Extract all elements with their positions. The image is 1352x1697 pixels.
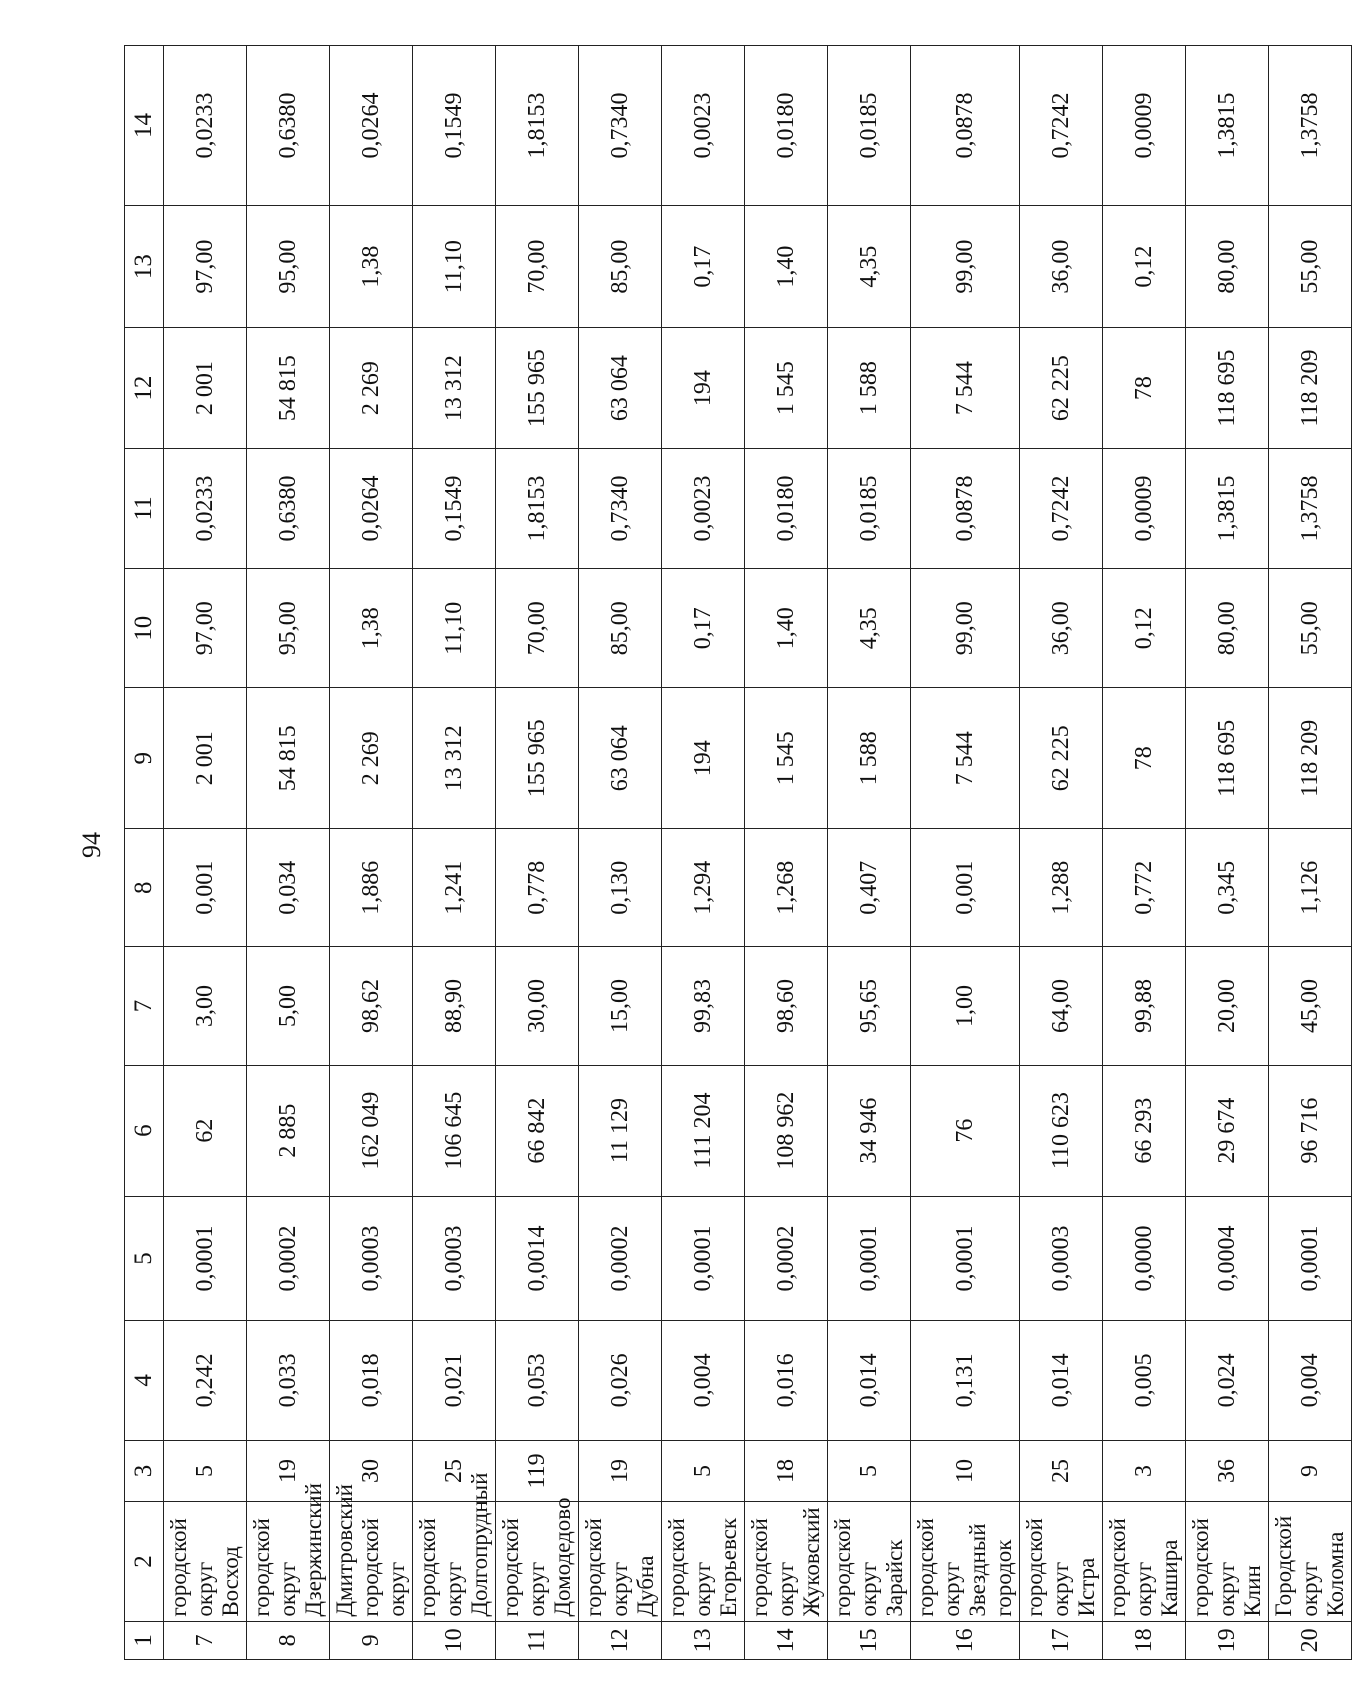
table-cell: 99,00 bbox=[911, 205, 1020, 328]
table-cell: 85,00 bbox=[579, 205, 662, 328]
table-cell: 70,00 bbox=[496, 205, 579, 328]
table-cell: 0,033 bbox=[247, 1321, 330, 1440]
district-name-cell: городской округ Клин bbox=[1186, 1502, 1269, 1621]
table-cell: 1 545 bbox=[745, 688, 828, 829]
table-cell: 80,00 bbox=[1186, 569, 1269, 688]
row-number-cell: 10 bbox=[413, 1621, 496, 1659]
table-cell: 15,00 bbox=[579, 947, 662, 1065]
district-name-cell: городской округ Домодедово bbox=[496, 1502, 579, 1621]
table-row bbox=[1103, 46, 1186, 1660]
table-cell: 2 269 bbox=[330, 328, 413, 448]
table-cell: 0,0180 bbox=[745, 448, 828, 568]
table-cell: 0,7340 bbox=[579, 448, 662, 568]
table-cell: 0,004 bbox=[662, 1321, 745, 1440]
district-name-cell: городской округ Дубна bbox=[579, 1502, 662, 1621]
header-row bbox=[125, 46, 164, 1660]
table-cell: 10 bbox=[911, 1440, 1020, 1502]
table-row bbox=[413, 46, 496, 1660]
table-cell: 0,018 bbox=[330, 1321, 413, 1440]
column-header-6: 6 bbox=[125, 1065, 164, 1196]
table-cell: 36,00 bbox=[1020, 205, 1103, 328]
page-number: 94 bbox=[77, 832, 106, 858]
table-cell: 0,014 bbox=[828, 1321, 911, 1440]
table-cell: 99,83 bbox=[662, 947, 745, 1065]
table-cell: 5 bbox=[828, 1440, 911, 1502]
row-number-cell: 7 bbox=[164, 1621, 247, 1659]
table-cell: 1,3815 bbox=[1186, 46, 1269, 206]
district-name-cell: городской округ Зарайск bbox=[828, 1502, 911, 1621]
table-cell: 64,00 bbox=[1020, 947, 1103, 1065]
district-name-cell: городской округ Восход bbox=[164, 1502, 247, 1621]
table-cell: 11,10 bbox=[413, 205, 496, 328]
table-cell: 0,0878 bbox=[911, 46, 1020, 206]
table-cell: 0,0180 bbox=[745, 46, 828, 206]
row-number-cell: 17 bbox=[1020, 1621, 1103, 1659]
table-cell: 36,00 bbox=[1020, 569, 1103, 688]
table-cell: 95,00 bbox=[247, 569, 330, 688]
table-cell: 0,001 bbox=[164, 829, 247, 947]
row-number-cell: 20 bbox=[1269, 1621, 1352, 1659]
table-cell: 76 bbox=[911, 1065, 1020, 1196]
table-cell: 95,00 bbox=[247, 205, 330, 328]
column-header-12: 12 bbox=[125, 328, 164, 448]
table-cell: 0,0001 bbox=[828, 1196, 911, 1321]
row-number-cell: 18 bbox=[1103, 1621, 1186, 1659]
table-cell: 0,0004 bbox=[1186, 1196, 1269, 1321]
row-number-cell: 8 bbox=[247, 1621, 330, 1659]
table-cell: 1 545 bbox=[745, 328, 828, 448]
table-cell: 0,0002 bbox=[579, 1196, 662, 1321]
table-cell: 9 bbox=[1269, 1440, 1352, 1502]
table-cell: 63 064 bbox=[579, 328, 662, 448]
table-cell: 0,0009 bbox=[1103, 46, 1186, 206]
table-cell: 1,38 bbox=[330, 569, 413, 688]
table-cell: 70,00 bbox=[496, 569, 579, 688]
table-cell: 2 001 bbox=[164, 328, 247, 448]
table-cell: 0,0264 bbox=[330, 46, 413, 206]
table-cell: 0,17 bbox=[662, 205, 745, 328]
table-cell: 25 bbox=[1020, 1440, 1103, 1502]
table-cell: 1,38 bbox=[330, 205, 413, 328]
table-cell: 1,40 bbox=[745, 569, 828, 688]
table-cell: 0,0185 bbox=[828, 448, 911, 568]
table-cell: 0,7242 bbox=[1020, 46, 1103, 206]
table-cell: 0,0002 bbox=[745, 1196, 828, 1321]
column-header-9: 9 bbox=[125, 688, 164, 829]
table-cell: 0,242 bbox=[164, 1321, 247, 1440]
table-cell: 62 bbox=[164, 1065, 247, 1196]
table-cell: 1,3758 bbox=[1269, 46, 1352, 206]
table-cell: 13 312 bbox=[413, 688, 496, 829]
table-cell: 0,6380 bbox=[247, 46, 330, 206]
table-cell: 0,7242 bbox=[1020, 448, 1103, 568]
table-cell: 1,3815 bbox=[1186, 448, 1269, 568]
table-row bbox=[745, 46, 828, 1660]
table-cell: 108 962 bbox=[745, 1065, 828, 1196]
table-cell: 0,0878 bbox=[911, 448, 1020, 568]
table-cell: 4,35 bbox=[828, 569, 911, 688]
column-header-8: 8 bbox=[125, 829, 164, 947]
table-cell: 119 bbox=[496, 1440, 579, 1502]
district-name-cell: Дмитровский городской округ bbox=[330, 1502, 413, 1621]
table-cell: 1,126 bbox=[1269, 829, 1352, 947]
table-cell: 0,0233 bbox=[164, 46, 247, 206]
table-cell: 34 946 bbox=[828, 1065, 911, 1196]
row-number-cell: 16 bbox=[911, 1621, 1020, 1659]
column-header-2: 2 bbox=[125, 1502, 164, 1621]
table-cell: 54 815 bbox=[247, 328, 330, 448]
table-cell: 106 645 bbox=[413, 1065, 496, 1196]
table-body bbox=[164, 46, 1352, 1660]
table-cell: 62 225 bbox=[1020, 328, 1103, 448]
table-cell: 1 588 bbox=[828, 688, 911, 829]
table-row bbox=[579, 46, 662, 1660]
table-cell: 0,0001 bbox=[662, 1196, 745, 1321]
table-cell: 30 bbox=[330, 1440, 413, 1502]
column-header-4: 4 bbox=[125, 1321, 164, 1440]
table-cell: 0,772 bbox=[1103, 829, 1186, 947]
table-cell: 0,0001 bbox=[911, 1196, 1020, 1321]
table-cell: 2 885 bbox=[247, 1065, 330, 1196]
column-header-5: 5 bbox=[125, 1196, 164, 1321]
table-cell: 0,130 bbox=[579, 829, 662, 947]
table-cell: 118 695 bbox=[1186, 688, 1269, 829]
table-cell: 99,00 bbox=[911, 569, 1020, 688]
table-row bbox=[247, 46, 330, 1660]
district-name-cell: городской округ Дзержинский bbox=[247, 1502, 330, 1621]
table-cell: 0,0233 bbox=[164, 448, 247, 568]
table-row bbox=[1269, 46, 1352, 1660]
table-cell: 18 bbox=[745, 1440, 828, 1502]
table-row bbox=[1186, 46, 1269, 1660]
column-header-13: 13 bbox=[125, 205, 164, 328]
table-row bbox=[662, 46, 745, 1660]
district-name-cell: городской округ Звездный городок bbox=[911, 1502, 1020, 1621]
table-container bbox=[124, 45, 1348, 1660]
table-row bbox=[828, 46, 911, 1660]
table-cell: 0,0023 bbox=[662, 448, 745, 568]
table-cell: 1,8153 bbox=[496, 46, 579, 206]
table-cell: 0,1549 bbox=[413, 448, 496, 568]
table-cell: 2 001 bbox=[164, 688, 247, 829]
table-cell: 98,60 bbox=[745, 947, 828, 1065]
table-cell: 155 965 bbox=[496, 688, 579, 829]
table-cell: 11 129 bbox=[579, 1065, 662, 1196]
table-cell: 0,0185 bbox=[828, 46, 911, 206]
table-cell: 1,294 bbox=[662, 829, 745, 947]
table-cell: 20,00 bbox=[1186, 947, 1269, 1065]
table-cell: 62 225 bbox=[1020, 688, 1103, 829]
table-cell: 0,021 bbox=[413, 1321, 496, 1440]
row-number-cell: 19 bbox=[1186, 1621, 1269, 1659]
table-cell: 99,88 bbox=[1103, 947, 1186, 1065]
table-cell: 0,0003 bbox=[413, 1196, 496, 1321]
table-cell: 36 bbox=[1186, 1440, 1269, 1502]
table-cell: 25 bbox=[413, 1440, 496, 1502]
table-cell: 0,778 bbox=[496, 829, 579, 947]
table-cell: 13 312 bbox=[413, 328, 496, 448]
table-cell: 5,00 bbox=[247, 947, 330, 1065]
table-cell: 5 bbox=[662, 1440, 745, 1502]
table-cell: 0,0264 bbox=[330, 448, 413, 568]
table-cell: 66 293 bbox=[1103, 1065, 1186, 1196]
table-row bbox=[496, 46, 579, 1660]
table-cell: 19 bbox=[579, 1440, 662, 1502]
district-name-cell: городской округ Кашира bbox=[1103, 1502, 1186, 1621]
table-cell: 0,024 bbox=[1186, 1321, 1269, 1440]
row-number-cell: 14 bbox=[745, 1621, 828, 1659]
district-name-cell: городской округ Истра bbox=[1020, 1502, 1103, 1621]
district-name-cell: городской округ Жуковский bbox=[745, 1502, 828, 1621]
row-number-cell: 9 bbox=[330, 1621, 413, 1659]
table-cell: 1,241 bbox=[413, 829, 496, 947]
table-cell: 0,0000 bbox=[1103, 1196, 1186, 1321]
table-cell: 0,005 bbox=[1103, 1321, 1186, 1440]
table-cell: 66 842 bbox=[496, 1065, 579, 1196]
column-header-10: 10 bbox=[125, 569, 164, 688]
table-cell: 0,0001 bbox=[164, 1196, 247, 1321]
table-cell: 63 064 bbox=[579, 688, 662, 829]
table-cell: 0,026 bbox=[579, 1321, 662, 1440]
table-cell: 30,00 bbox=[496, 947, 579, 1065]
column-header-14: 14 bbox=[125, 46, 164, 206]
table-cell: 110 623 bbox=[1020, 1065, 1103, 1196]
table-cell: 0,0003 bbox=[1020, 1196, 1103, 1321]
row-number-cell: 11 bbox=[496, 1621, 579, 1659]
column-header-11: 11 bbox=[125, 448, 164, 568]
table-cell: 0,0001 bbox=[1269, 1196, 1352, 1321]
table-cell: 0,014 bbox=[1020, 1321, 1103, 1440]
column-header-1: 1 bbox=[125, 1621, 164, 1659]
table-cell: 0,12 bbox=[1103, 569, 1186, 688]
row-number-cell: 15 bbox=[828, 1621, 911, 1659]
table-cell: 0,0014 bbox=[496, 1196, 579, 1321]
table-cell: 11,10 bbox=[413, 569, 496, 688]
table-cell: 54 815 bbox=[247, 688, 330, 829]
table-cell: 155 965 bbox=[496, 328, 579, 448]
table-cell: 97,00 bbox=[164, 205, 247, 328]
table-cell: 0,407 bbox=[828, 829, 911, 947]
row-number-cell: 12 bbox=[579, 1621, 662, 1659]
table-cell: 3 bbox=[1103, 1440, 1186, 1502]
district-name-cell: городской округ Егорьевск bbox=[662, 1502, 745, 1621]
table-cell: 0,004 bbox=[1269, 1321, 1352, 1440]
table-cell: 4,35 bbox=[828, 205, 911, 328]
table-row bbox=[911, 46, 1020, 1660]
table-cell: 19 bbox=[247, 1440, 330, 1502]
table-cell: 0,345 bbox=[1186, 829, 1269, 947]
table-cell: 97,00 bbox=[164, 569, 247, 688]
table-cell: 80,00 bbox=[1186, 205, 1269, 328]
table-cell: 78 bbox=[1103, 688, 1186, 829]
table-cell: 1,886 bbox=[330, 829, 413, 947]
table-cell: 194 bbox=[662, 688, 745, 829]
table-cell: 5 bbox=[164, 1440, 247, 1502]
table-cell: 0,0002 bbox=[247, 1196, 330, 1321]
table-cell: 85,00 bbox=[579, 569, 662, 688]
table-cell: 118 695 bbox=[1186, 328, 1269, 448]
table-cell: 1,3758 bbox=[1269, 448, 1352, 568]
table-cell: 0,6380 bbox=[247, 448, 330, 568]
column-header-3: 3 bbox=[125, 1440, 164, 1502]
table-row bbox=[330, 46, 413, 1660]
table-cell: 162 049 bbox=[330, 1065, 413, 1196]
table-cell: 96 716 bbox=[1269, 1065, 1352, 1196]
table-cell: 7 544 bbox=[911, 688, 1020, 829]
table-cell: 0,131 bbox=[911, 1321, 1020, 1440]
table-cell: 1 588 bbox=[828, 328, 911, 448]
table-cell: 29 674 bbox=[1186, 1065, 1269, 1196]
table-cell: 0,0009 bbox=[1103, 448, 1186, 568]
table-cell: 55,00 bbox=[1269, 569, 1352, 688]
table-cell: 118 209 bbox=[1269, 688, 1352, 829]
table-cell: 0,0023 bbox=[662, 46, 745, 206]
table-cell: 0,001 bbox=[911, 829, 1020, 947]
district-name-cell: Городской округ Коломна bbox=[1269, 1502, 1352, 1621]
district-name-cell: городской округ Долгопрудный bbox=[413, 1502, 496, 1621]
row-number-cell: 13 bbox=[662, 1621, 745, 1659]
table-cell: 194 bbox=[662, 328, 745, 448]
table-cell: 1,40 bbox=[745, 205, 828, 328]
column-header-7: 7 bbox=[125, 947, 164, 1065]
table-cell: 111 204 bbox=[662, 1065, 745, 1196]
table-cell: 0,1549 bbox=[413, 46, 496, 206]
table-cell: 1,288 bbox=[1020, 829, 1103, 947]
table-row bbox=[1020, 46, 1103, 1660]
data-table bbox=[124, 45, 1352, 1660]
table-cell: 0,034 bbox=[247, 829, 330, 947]
table-cell: 118 209 bbox=[1269, 328, 1352, 448]
table-cell: 0,7340 bbox=[579, 46, 662, 206]
table-cell: 0,053 bbox=[496, 1321, 579, 1440]
table-cell: 3,00 bbox=[164, 947, 247, 1065]
table-row bbox=[164, 46, 247, 1660]
table-cell: 0,17 bbox=[662, 569, 745, 688]
table-cell: 95,65 bbox=[828, 947, 911, 1065]
table-cell: 0,12 bbox=[1103, 205, 1186, 328]
table-cell: 98,62 bbox=[330, 947, 413, 1065]
table-cell: 2 269 bbox=[330, 688, 413, 829]
table-cell: 1,268 bbox=[745, 829, 828, 947]
table-cell: 0,0003 bbox=[330, 1196, 413, 1321]
table-cell: 78 bbox=[1103, 328, 1186, 448]
table-cell: 1,8153 bbox=[496, 448, 579, 568]
table-cell: 55,00 bbox=[1269, 205, 1352, 328]
table-cell: 1,00 bbox=[911, 947, 1020, 1065]
table-cell: 7 544 bbox=[911, 328, 1020, 448]
table-cell: 0,016 bbox=[745, 1321, 828, 1440]
table-cell: 88,90 bbox=[413, 947, 496, 1065]
table-cell: 45,00 bbox=[1269, 947, 1352, 1065]
